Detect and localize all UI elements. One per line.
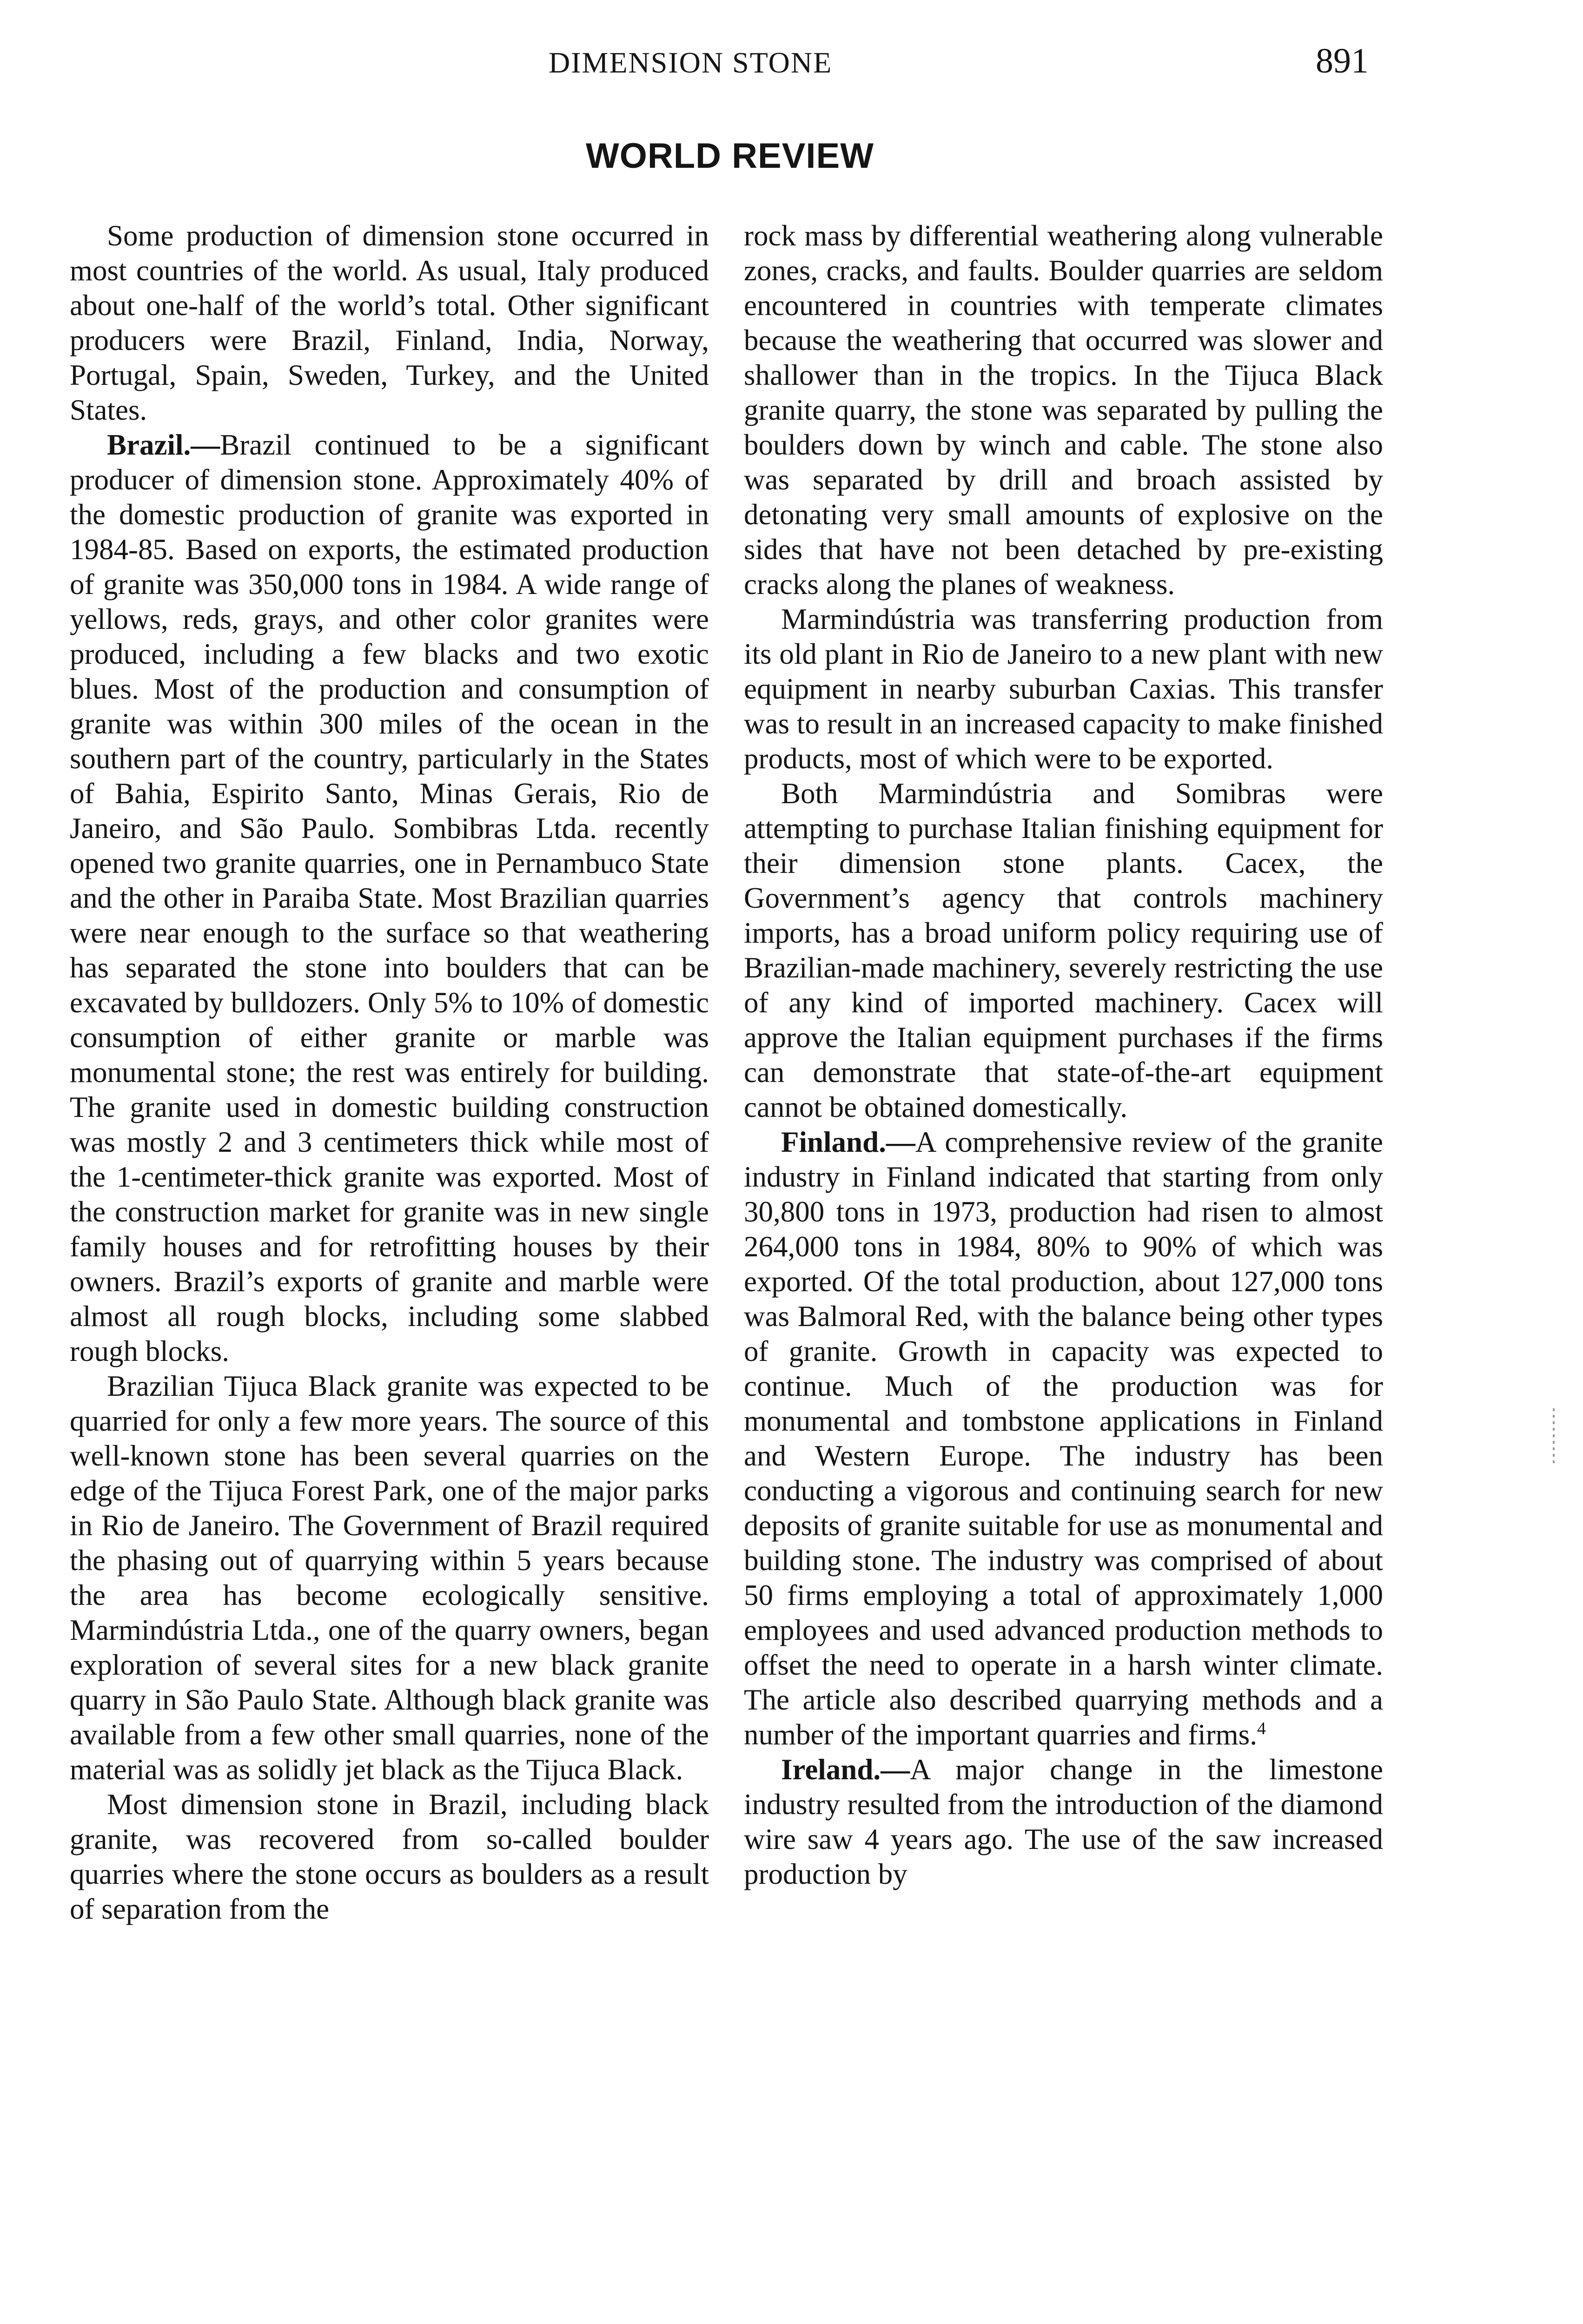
left-column — [70, 218, 709, 1927]
paragraph-ireland — [744, 1752, 1383, 1892]
scan-edge-mark — [1553, 1408, 1555, 1464]
paragraph-marmindustria: Marmindústria was transferring production from its old plant in Rio de Janeiro to a new plant with new equipment in nearby suburban Caxias. This transfer was to result in an increased capacity to make finished products, most of which were to be exported. — [744, 603, 1383, 775]
paragraph-tijuca: Brazilian Tijuca Black granite was expected to be quarried for only a few more years. The source of this well-known stone has been several quarries on the edge of the Tijuca Forest Park, one of the major parks in Rio de Janeiro. The Government of Brazil required the phasing out of quarrying within 5 years because the area has become ecologically sensitive. Marmindústria Ltda., one of the quarry owners, began exploration of several sites for a new black granite quarry in São Paulo State. Although black granite was available from a few other small quarries, none of the material was as solidly jet black as the Tijuca Black. — [70, 1370, 709, 1786]
section-title: WORLD REVIEW — [586, 136, 874, 176]
country-heading-brazil: Brazil.— — [107, 429, 220, 461]
paragraph-continuation: rock mass by differential weathering along vulnerable zones, cracks, and faults. Boulder quarries are seldom encountered in countries with temperate climates because the weathering that occurred was slower and shallower than in the tropics. In the Tijuca Black granite quarry, the stone was separated by pulling the boulders down by winch and cable. The stone also was separated by drill and broach assisted by detonating very small amounts of explosive on the sides that have not been detached by pre-existing cracks along the planes of weakness. — [744, 219, 1383, 601]
country-heading-ireland: Ireland.— — [781, 1753, 910, 1786]
right-column — [744, 218, 1383, 1892]
paragraph-brazil-body: Brazil continued to be a significant producer of dimension stone. Approximately 40% of the domestic production of granite was exported in 1984-85. Based on exports, the estimated production of granite was 350,000 tons in 1984. A wide range of yellows, reds, grays, and other color granites were produced, including a few blacks and two exotic blues. Most of the production and consumption of granite was within 300 miles of the ocean in the southern part of the country, particularly in the States of Bahia, Espirito Santo, Minas Gerais, Rio de Janeiro, and São Paulo. Sombibras Ltda. recently opened two granite quarries, one in Pernambuco State and the other in Paraiba State. Most Brazilian quarries were near enough to the surface so that weathering has separated the stone into boulders that can be excavated by bulldozers. Only 5% to 10% of domestic consumption of either granite or marble was monumental stone; the rest was entirely for building. The granite used in domestic building construction was mostly 2 and 3 centimeters thick while most of the 1-centimeter-thick granite was exported. Most of the construction market for granite was in new single family houses and for retrofitting houses by their owners. Brazil’s exports of granite and marble were almost all rough blocks, including some slabbed rough blocks. — [70, 429, 709, 1367]
paragraph-finland-body: A comprehensive review of the granite industry in Finland indicated that starting from only 30,800 tons in 1973, production had risen to almost 264,000 tons in 1984, 80% to 90% of which was exported. Of the total production, about 127,000 tons was Balmoral Red, with the balance being other types of granite. Growth in capacity was expected to continue. Much of the production was for monumental and tombstone applications in Finland and Western Europe. The industry has been conducting a vigorous and continuing search for new deposits of granite suitable for use as monumental and building stone. The industry was comprised of about 50 firms employing a total of approximately 1,000 employees and used advanced production methods to offset the need to operate in a harsh winter climate. The article also described quarrying methods and a number of the important quarries and firms. — [744, 1126, 1383, 1751]
page-number: 891 — [1316, 41, 1369, 80]
paragraph-intro: Some production of dimension stone occurred in most countries of the world. As usual, Italy produced about one-half of the world’s total. Other significant producers were Brazil, Finland, India, Norway, Portugal, Spain, Sweden, Turkey, and the United States. — [70, 219, 709, 426]
paragraph-equipment: Both Marmindústria and Somibras were attempting to purchase Italian finishing equipment for their dimension stone plants. Cacex, the Government’s agency that controls machinery imports, has a broad uniform policy requiring use of Brazilian-made machinery, severely restricting the use of any kind of imported machinery. Cacex will approve the Italian equipment purchases if the firms can demonstrate that state-of-the-art equipment cannot be obtained domestically. — [744, 777, 1383, 1123]
country-heading-finland: Finland.— — [781, 1126, 915, 1158]
paragraph-finland — [744, 1125, 1383, 1752]
paragraph-ireland-body: A major change in the limestone industry resulted from the introduction of the diamond wire saw 4 years ago. The use of the saw increased production by — [744, 1753, 1383, 1890]
footnote-ref: 4 — [1257, 1719, 1266, 1738]
running-head: DIMENSION STONE — [549, 46, 833, 79]
paragraph-boulder-quarries: Most dimension stone in Brazil, including black granite, was recovered from so-called boulder quarries where the stone occurs as boulders as a result of separation from the — [70, 1788, 709, 1925]
paragraph-brazil — [70, 428, 709, 1369]
